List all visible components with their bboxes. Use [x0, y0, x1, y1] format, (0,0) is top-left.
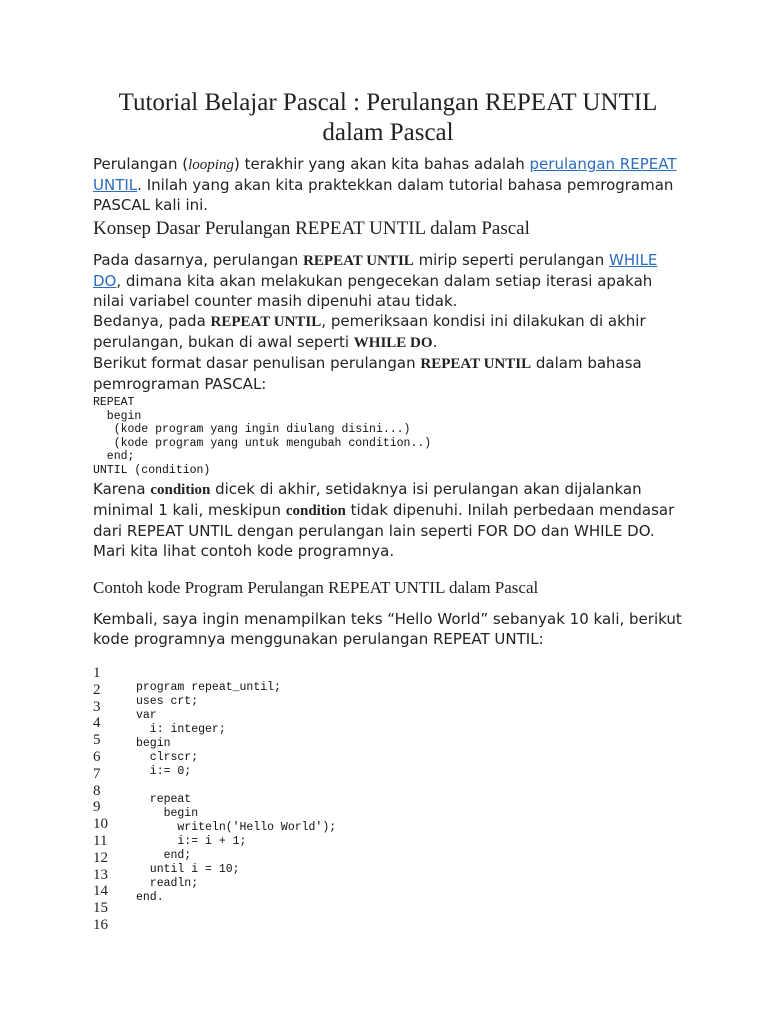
section-heading-contoh: Contoh kode Program Perulangan REPEAT UNTIL dalam Pascal [93, 578, 539, 597]
p2-keyword-2: WHILE DO [353, 335, 433, 351]
p4-text-1: Karena [93, 480, 151, 498]
program-source-code: program repeat_until; uses crt; var i: integer; begin clrscr; i:= 0; repeat begin writeln('Hello World'); i:= i + 1; end; until i = 10; readln; end. [136, 681, 337, 904]
intro-looping-term: looping [188, 157, 234, 173]
p3-text-1: Berikut format dasar penulisan perulangan [93, 354, 421, 372]
p3-text-2: dalam bahasa pemrograman PASCAL: [93, 354, 642, 393]
line-number: 8 [93, 782, 101, 799]
p4-text-3: tidak dipenuhi. Inilah perbedaan mendasar dari REPEAT UNTIL dengan perulangan lain seperti FOR DO dan WHILE DO. [93, 501, 675, 540]
line-number-gutter [93, 665, 123, 934]
paragraph-dasar [93, 250, 683, 311]
line-number: 15 [93, 900, 108, 917]
page-title: Tutorial Belajar Pascal : Perulangan REPEAT UNTIL dalam Pascal [118, 89, 658, 146]
p2-text-1: Bedanya, pada [93, 312, 211, 330]
paragraph-karena [93, 479, 683, 541]
line-number: 13 [93, 866, 108, 883]
line-number: 16 [93, 916, 108, 933]
intro-text-3: . Inilah yang akan kita praktekkan dalam tutorial bahasa pemrograman PASCAL kali ini. [93, 176, 674, 214]
line-number: 11 [93, 832, 108, 849]
line-number: 6 [93, 748, 101, 765]
paragraph-kembali: Kembali, saya ingin menampilkan teks “Hello World” sebanyak 10 kali, berikut kode programnya menggunakan perulangan REPEAT UNTIL: [93, 610, 682, 648]
document-page [93, 88, 683, 933]
p4-keyword-2: condition [285, 503, 346, 519]
program-code-listing [93, 665, 683, 933]
intro-text-1: Perulangan ( [93, 155, 189, 173]
p4-text-2: dicek di akhir, setidaknya isi perulangan akan dijalankan minimal 1 kali, meskipun [93, 480, 642, 519]
intro-text-2: ) terakhir yang akan kita bahas adalah [233, 155, 530, 173]
line-number: 5 [93, 732, 101, 749]
line-number: 9 [93, 799, 101, 816]
line-number: 1 [93, 665, 101, 681]
line-number: 12 [93, 849, 108, 866]
line-number: 2 [93, 681, 101, 698]
line-number: 4 [93, 715, 101, 732]
p1-text-1: Pada dasarnya, perulangan [93, 251, 304, 269]
p4-keyword-1: condition [150, 482, 211, 498]
line-number: 14 [93, 883, 108, 900]
line-number: 10 [93, 816, 108, 833]
repeat-until-link[interactable]: perulangan REPEAT UNTIL [93, 155, 677, 194]
p2-text-3: . [432, 333, 438, 351]
p1-keyword: REPEAT UNTIL [303, 253, 414, 269]
p1-text-3: , dimana kita akan melakukan pengecekan dalam setiap iterasi apakah nilai variabel counter masih dipenuhi atau tidak. [93, 272, 653, 310]
p2-keyword-1: REPEAT UNTIL [210, 314, 322, 330]
format-code-block: REPEAT begin (kode program yang ingin diulang disini...) (kode program yang untuk mengubah condition..) end; UNTIL (condition) [93, 396, 432, 477]
while-do-link[interactable]: WHILE DO [93, 251, 658, 290]
p2-text-2: , pemeriksaan kondisi ini dilakukan di akhir perulangan, bukan di awal seperti [93, 312, 646, 351]
paragraph-mari: Mari kita lihat contoh kode programnya. [93, 542, 395, 560]
p3-keyword: REPEAT UNTIL [420, 356, 532, 372]
paragraph-bedanya [93, 311, 683, 353]
section-heading-konsep: Konsep Dasar Perulangan REPEAT UNTIL dalam Pascal [93, 218, 530, 239]
intro-paragraph [93, 154, 683, 215]
p1-text-2: mirip seperti perulangan [413, 251, 610, 269]
paragraph-format [93, 353, 683, 394]
line-number: 7 [93, 765, 101, 782]
line-number: 3 [93, 698, 101, 715]
